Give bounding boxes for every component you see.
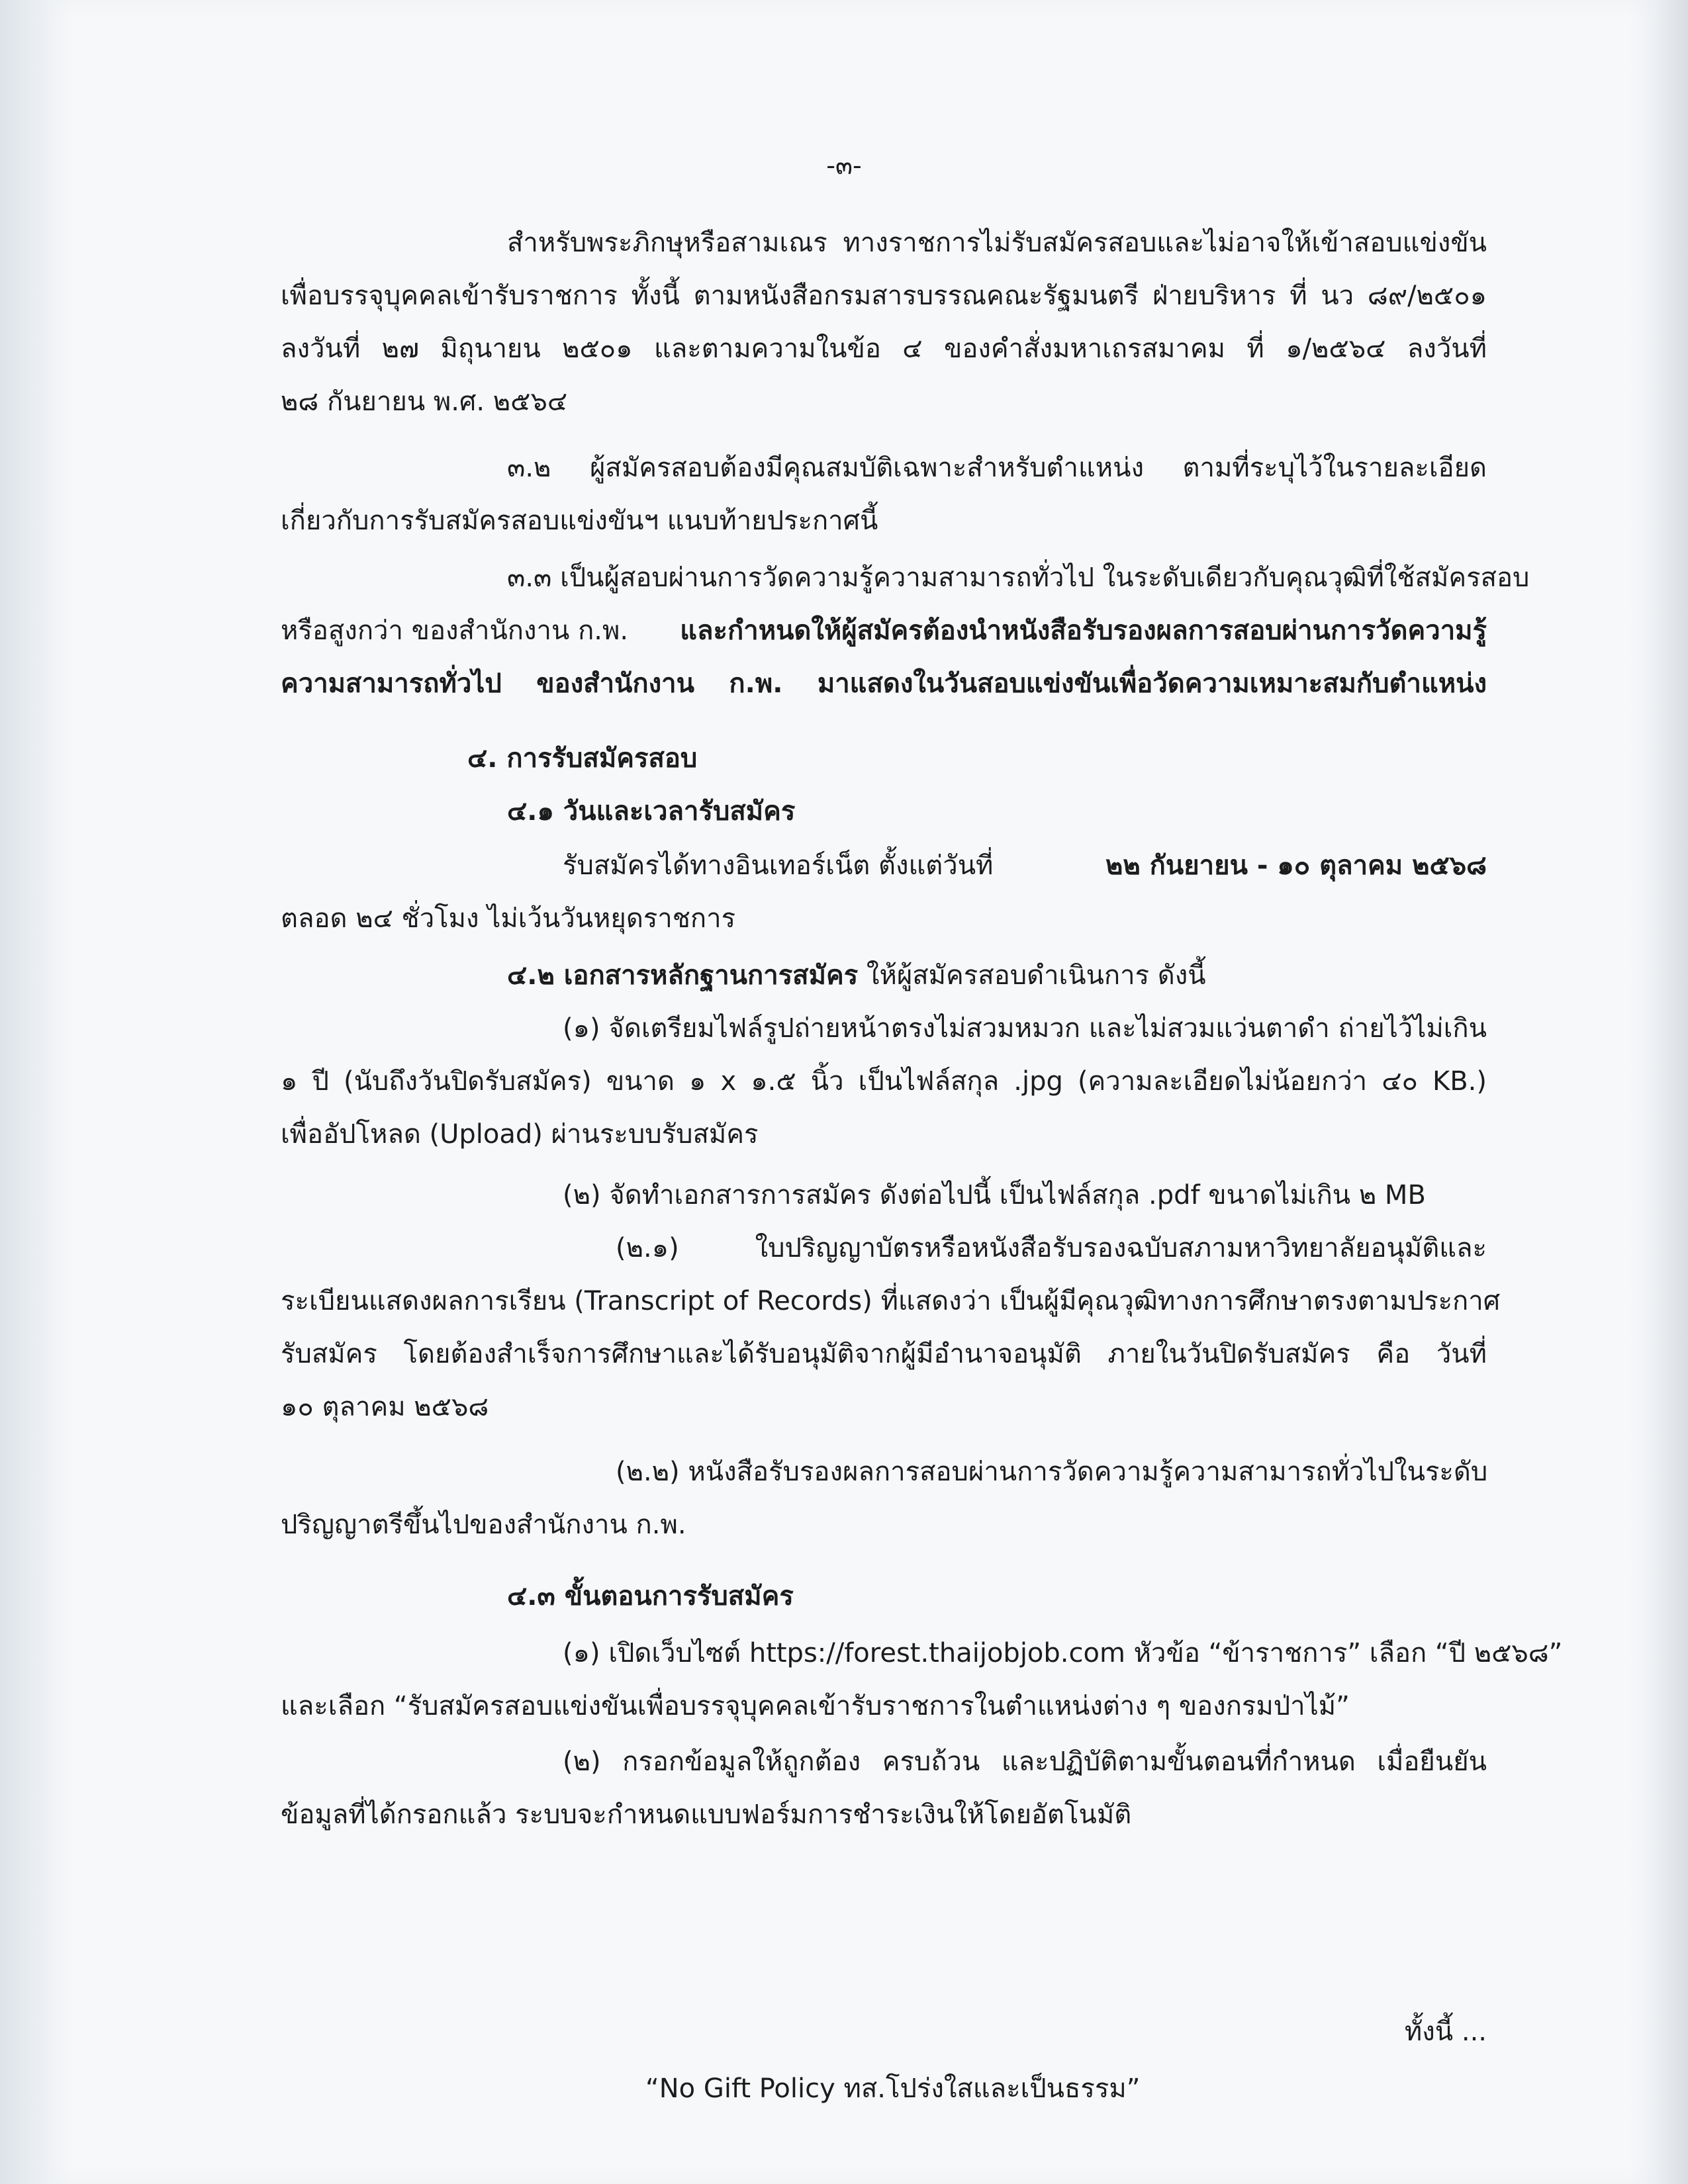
- paragraph-text: หรือสูงกว่า ของสำนักงาน ก.พ.: [281, 615, 629, 646]
- list-item-line: ข้อมูลที่ได้กรอกแล้ว ระบบจะกำหนดแบบฟอร์มการชำระเงินให้โดยอัตโนมัติ: [281, 1799, 1132, 1830]
- page-number: -๓-: [826, 151, 862, 180]
- subsection-heading: ๔.๓ ขั้นตอนการรับสมัคร: [507, 1581, 794, 1612]
- list-item-line: (๒.๒) หนังสือรับรองผลการสอบผ่านการวัดความรู้ความสามารถทั่วไปในระดับ: [616, 1457, 1488, 1487]
- footer-slogan: “No Gift Policy ทส.โปร่งใสและเป็นธรรม”: [645, 2073, 1141, 2104]
- paragraph-line: ตลอด ๒๔ ชั่วโมง ไม่เว้นวันหยุดราชการ: [281, 903, 736, 934]
- subsection-heading-line: [507, 957, 1206, 994]
- paragraph-line-bold: ความสามารถทั่วไป ของสำนักงาน ก.พ. มาแสดงในวันสอบแข่งขันเพื่อวัดความเหมาะสมกับตำแหน่ง: [281, 668, 1487, 699]
- list-item-line: (๑) เปิดเว็บไซต์ https://forest.thaijobjob.com หัวข้อ “ข้าราชการ” เลือก “ปี ๒๕๖๘”: [563, 1638, 1563, 1668]
- list-item-line: ระเบียนแสดงผลการเรียน (Transcript of Records) ที่แสดงว่า เป็นผู้มีคุณวุฒิทางการศึกษาตรงตามประกาศ: [281, 1286, 1501, 1316]
- list-item-line: (๒.๑) ใบปริญญาบัตรหรือหนังสือรับรองฉบับสภามหาวิทยาลัยอนุมัติและ: [616, 1233, 1487, 1263]
- list-item-line: รับสมัคร โดยต้องสำเร็จการศึกษาและได้รับอนุมัติจากผู้มีอำนาจอนุมัติ ภายในวันปิดรับสมัคร คือ วันที่: [281, 1339, 1487, 1369]
- continuation-marker: ทั้งนี้ ...: [1404, 2017, 1487, 2047]
- paragraph-line: ๓.๓ เป็นผู้สอบผ่านการวัดความรู้ความสามารถทั่วไป ในระดับเดียวกับคุณวุฒิที่ใช้สมัครสอบ: [507, 563, 1530, 593]
- list-item-line: (๑) จัดเตรียมไฟล์รูปถ่ายหน้าตรงไม่สวมหมวก และไม่สวมแว่นตาดำ ถ่ายไว้ไม่เกิน: [563, 1013, 1487, 1044]
- application-date-range: ๒๒ กันยายน - ๑๐ ตุลาคม ๒๕๖๘: [1105, 850, 1487, 881]
- paragraph-line: เพื่อบรรจุบุคคลเข้ารับราชการ ทั้งนี้ ตามหนังสือกรมสารบรรณคณะรัฐมนตรี ฝ่ายบริหาร ที่ นว ๘๙/๒๕๐๑: [281, 281, 1487, 311]
- list-item-line: ๑ ปี (นับถึงวันปิดรับสมัคร) ขนาด ๑ x ๑.๕ นิ้ว เป็นไฟล์สกุล .jpg (ความละเอียดไม่น้อยกว่า ๔๐ KB.): [281, 1066, 1487, 1097]
- paragraph-line: ๓.๒ ผู้สมัครสอบต้องมีคุณสมบัติเฉพาะสำหรับตำแหน่ง ตามที่ระบุไว้ในรายละเอียด: [507, 453, 1487, 483]
- paragraph-line: ๒๘ กันยายน พ.ศ. ๒๕๖๔: [281, 387, 568, 417]
- list-item-line: (๒) กรอกข้อมูลให้ถูกต้อง ครบถ้วน และปฏิบัติตามขั้นตอนที่กำหนด เมื่อยืนยัน: [563, 1747, 1487, 1777]
- list-item-line: ปริญญาตรีขึ้นไปของสำนักงาน ก.พ.: [281, 1510, 686, 1540]
- scan-shadow-right: [1628, 0, 1688, 2184]
- paragraph-line: เกี่ยวกับการรับสมัครสอบแข่งขันฯ แนบท้ายประกาศนี้: [281, 506, 878, 536]
- paragraph-line: สำหรับพระภิกษุหรือสามเณร ทางราชการไม่รับสมัครสอบและไม่อาจให้เข้าสอบแข่งขัน: [507, 228, 1487, 258]
- paragraph-line: [563, 847, 1487, 884]
- paragraph-text-bold: และกำหนดให้ผู้สมัครต้องนำหนังสือรับรองผลการสอบผ่านการวัดความรู้: [680, 615, 1487, 646]
- list-item-line: และเลือก “รับสมัครสอบแข่งขันเพื่อบรรจุบุคคลเข้ารับราชการในตำแหน่งต่าง ๆ ของกรมป่าไม้”: [281, 1691, 1350, 1721]
- subsection-heading: ๔.๒ เอกสารหลักฐานการสมัคร: [507, 960, 859, 991]
- list-item-line: ๑๐ ตุลาคม ๒๕๖๘: [281, 1392, 489, 1422]
- list-item-line: (๒) จัดทำเอกสารการสมัคร ดังต่อไปนี้ เป็นไฟล์สกุล .pdf ขนาดไม่เกิน ๒ MB: [563, 1180, 1426, 1210]
- paragraph-line: ลงวันที่ ๒๗ มิถุนายน ๒๕๐๑ และตามความในข้อ ๔ ของคำสั่งมหาเถรสมาคม ที่ ๑/๒๕๖๔ ลงวันที่: [281, 334, 1487, 364]
- paragraph-text: รับสมัครได้ทางอินเทอร์เน็ต ตั้งแต่วันที่: [563, 850, 994, 881]
- list-item-line: เพื่ออัปโหลด (Upload) ผ่านระบบรับสมัคร: [281, 1119, 759, 1150]
- section-heading: ๔. การรับสมัครสอบ: [467, 743, 698, 774]
- subsection-heading-tail: ให้ผู้สมัครสอบดำเนินการ ดังนี้: [866, 960, 1206, 991]
- paragraph-line: [281, 612, 1487, 649]
- subsection-heading: ๔.๑ วันและเวลารับสมัคร: [507, 796, 796, 827]
- scan-shadow-left: [0, 0, 73, 2184]
